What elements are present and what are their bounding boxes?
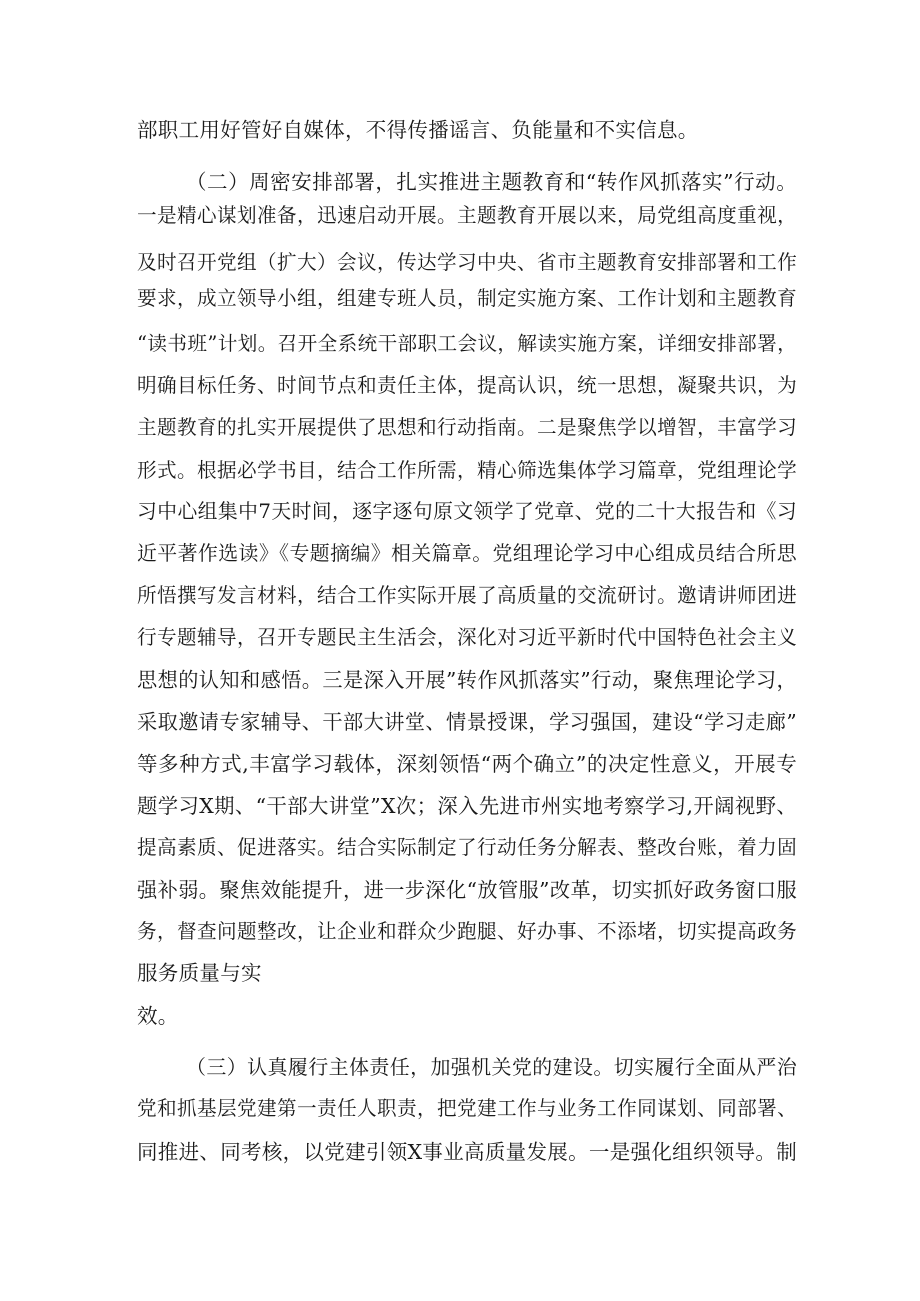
text-line: 题学习X期、“干部大讲堂”X次；深入先进市州实地考察学习,开阔视野、 — [137, 794, 797, 818]
section-heading-3: （三）认真履行主体责任，加强机关党的建设。切实履行全面从严治 — [186, 1055, 797, 1079]
text-line: 等多种方式,丰富学习载体，深刻领悟“两个确立”的决定性意义，开展专 — [137, 752, 797, 776]
text-line: 近平著作选读》《专题摘编》相关篇章。党组理论学习中心组成员结合所思 — [137, 542, 797, 565]
section-heading-2: （二）周密安排部署，扎实推进主题教育和“转作风抓落实”行动。 — [186, 170, 797, 194]
text-line: 强补弱。聚焦效能提升，进一步深化“放管服”改革，切实抓好政务窗口服 — [137, 878, 797, 902]
text-line: 明确目标任务、时间节点和责任主体，提高认识，统一思想，凝聚共识，为 — [137, 374, 797, 397]
text-line: 一是精心谋划准备，迅速启动开展。主题教育开展以来，局党组高度重视， — [137, 204, 797, 227]
text-line: 党和抓基层党建第一责任人职责，把党建工作与业务工作同谋划、同部署、 — [137, 1097, 797, 1120]
text-line: 部职工用好管好自媒体，不得传播谣言、负能量和不实信息。 — [137, 118, 699, 142]
text-line: 习中心组集中7天时间，逐字逐句原文领学了党章、党的二十大报告和《习 — [137, 500, 797, 523]
text-line: 思想的认知和感悟。三是深入开展”转作风抓落实”行动，聚焦理论学习， — [137, 668, 797, 692]
text-line: 务，督查问题整改，让企业和群众少跑腿、好办事、不添堵，切实提高政务 — [137, 920, 797, 943]
text-line: 服务质量与实 — [137, 961, 262, 985]
text-line: 主题教育的扎实开展提供了思想和行动指南。二是聚焦学以增智，丰富学习 — [137, 416, 797, 439]
text-line: 采取邀请专家辅导、干部大讲堂、情景授课，学习强国，建设“学习走廊” — [137, 710, 797, 734]
text-line: 行专题辅导，召开专题民主生活会，深化对习近平新时代中国特色社会主义 — [137, 626, 797, 649]
text-line: 效。 — [137, 1004, 179, 1028]
text-line: 形式。根据必学书目，结合工作所需，精心筛选集体学习篇章，党组理论学 — [137, 459, 797, 482]
text-line: 同推进、同考核，以党建引领X事业高质量发展。一是强化组织领导。制 — [137, 1140, 797, 1164]
text-line: 要求，成立领导小组，组建专班人员，制定实施方案、工作计划和主题教育 — [137, 287, 797, 310]
text-line: 所悟撰写发言材料，结合工作实际开展了高质量的交流研讨。邀请讲师团进 — [137, 584, 797, 607]
text-line: “读书班”计划。召开全系统干部职工会议，解读实施方案，详细安排部署， — [137, 332, 797, 355]
text-line: 及时召开党组（扩大）会议，传达学习中央、省市主题教育安排部署和工作 — [137, 251, 797, 274]
text-line: 提高素质、促进落实。结合实际制定了行动任务分解表、整改台账，着力固 — [137, 836, 797, 859]
